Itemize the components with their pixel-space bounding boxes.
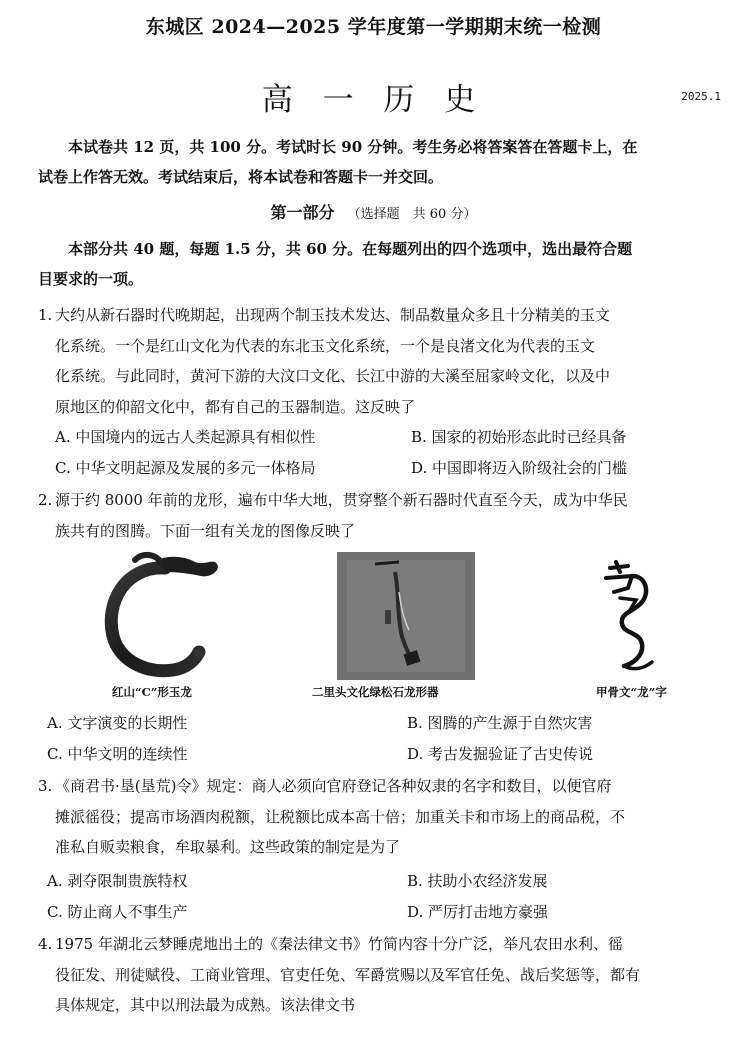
options-row: [47, 866, 735, 896]
option-c[interactable]: C. 中华文明的连续性: [47, 745, 188, 763]
question-text-line: 化系统。与此同时，黄河下游的大汶口文化、长江中游的大溪至屈家岭文化，以及中: [55, 367, 611, 385]
question-text-line: 族共有的图腾。下面一组有关龙的图像反映了: [55, 521, 356, 540]
options-row: [55, 453, 735, 483]
figure-caption: 甲骨文“龙”字: [596, 685, 667, 699]
question-text-line: 大约从新石器时代晚期起，出现两个制玉技术发达、制品数量众多且十分精美的玉文: [55, 306, 611, 324]
question-4: [38, 929, 728, 1021]
question-text-line: 1975 年湖北云梦睡虎地出土的《秦法律文书》竹简内容十分广泛，举凡农田水利、徭: [55, 935, 623, 953]
exam-title: 东城区 2024—2025 学年度第一学期期末统一检测: [145, 16, 602, 38]
question-1: [38, 300, 728, 422]
option-a[interactable]: A. 中国境内的远古人类起源具有相似性: [55, 428, 316, 446]
turquoise-dragon-image: [337, 552, 475, 680]
jade-dragon-image: [95, 548, 225, 680]
instructions-line-2: 试卷上作答无效。考试结束后，将本试卷和答题卡一并交回。: [38, 168, 444, 186]
options-row: [47, 708, 735, 738]
instructions: [38, 132, 728, 192]
options-row: [55, 422, 735, 452]
question-number: 1.: [38, 306, 53, 324]
section-intro-line-2: 目要求的一项。: [38, 270, 144, 288]
question-text-line: 摊派徭役；提高市场酒肉税额，让税额比成本高十倍；加重关卡和市场上的商品税，不: [55, 807, 626, 826]
question-text-line: 《商君书·垦(垦荒)令》规定：商人必须向官府登记各种奴隶的名字和数目，以便官府: [55, 777, 612, 795]
question-number: 3.: [38, 777, 53, 795]
option-b[interactable]: B. 国家的初始形态此时已经具备: [411, 428, 627, 446]
options-row: [47, 739, 735, 769]
option-c[interactable]: C. 防止商人不事生产: [47, 903, 188, 921]
options-row: [47, 897, 735, 927]
figure-c-shaped-jade-dragon: [95, 548, 225, 680]
figure-caption: 红山“C”形玉龙: [112, 685, 192, 699]
section-intro: [38, 234, 728, 294]
figure-caption: 二里头文化绿松石龙形器: [312, 685, 439, 699]
option-d[interactable]: D. 考古发掘验证了古史传说: [407, 745, 594, 763]
option-b[interactable]: B. 图腾的产生源于自然灾害: [407, 714, 593, 732]
figure-turquoise-dragon: [337, 552, 475, 680]
option-a[interactable]: A. 剥夺限制贵族特权: [47, 872, 188, 890]
option-a[interactable]: A. 文字演变的长期性: [47, 714, 188, 732]
subject-title: 高 一 历 史: [261, 82, 486, 118]
section-note: （选择题 共 60 分）: [347, 207, 477, 222]
question-text-line: 役征发、刑徒赋役、工商业管理、官吏任免、军爵赏赐以及军官任免、战后奖惩等，都有: [55, 965, 641, 984]
instructions-line-1: 本试卷共 12 页，共 100 分。考试时长 90 分钟。考生务必将答案答在答题卡上，在: [68, 138, 638, 156]
option-d[interactable]: D. 中国即将迈入阶级社会的门槛: [411, 459, 628, 477]
option-d[interactable]: D. 严厉打击地方豪强: [407, 903, 549, 921]
question-3: [38, 771, 728, 863]
question-text-line: 化系统。一个是红山文化为代表的东北玉文化系统，一个是良渚文化为代表的玉文: [55, 336, 596, 355]
question-number: 2.: [38, 491, 53, 509]
option-c[interactable]: C. 中华文明起源及发展的多元一体格局: [55, 459, 316, 477]
exam-date: 2025.1: [681, 90, 721, 103]
section-title: 第一部分: [270, 203, 335, 222]
section-intro-line-1: 本部分共 40 题，每题 1.5 分，共 60 分。在每题列出的四个选项中，选出最符合题: [68, 240, 633, 258]
question-text-line: 原地区的仰韶文化中，都有自己的玉器制造。这反映了: [55, 397, 416, 416]
section-header: [0, 200, 747, 223]
question-2: [38, 485, 728, 546]
question-text-line: 源于约 8000 年前的龙形，遍布中华大地，贯穿整个新石器时代直至今天，成为中华民: [55, 491, 628, 509]
figure-oracle-bone-dragon: [602, 558, 662, 676]
option-b[interactable]: B. 扶助小农经济发展: [407, 872, 548, 890]
question-text-line: 具体规定，其中以刑法最为成熟。该法律文书: [55, 996, 356, 1014]
oracle-dragon-glyph: [602, 558, 662, 676]
question-text-line: 准私自贩卖粮食，牟取暴利。这些政策的制定是为了: [55, 838, 401, 856]
question-number: 4.: [38, 935, 53, 953]
